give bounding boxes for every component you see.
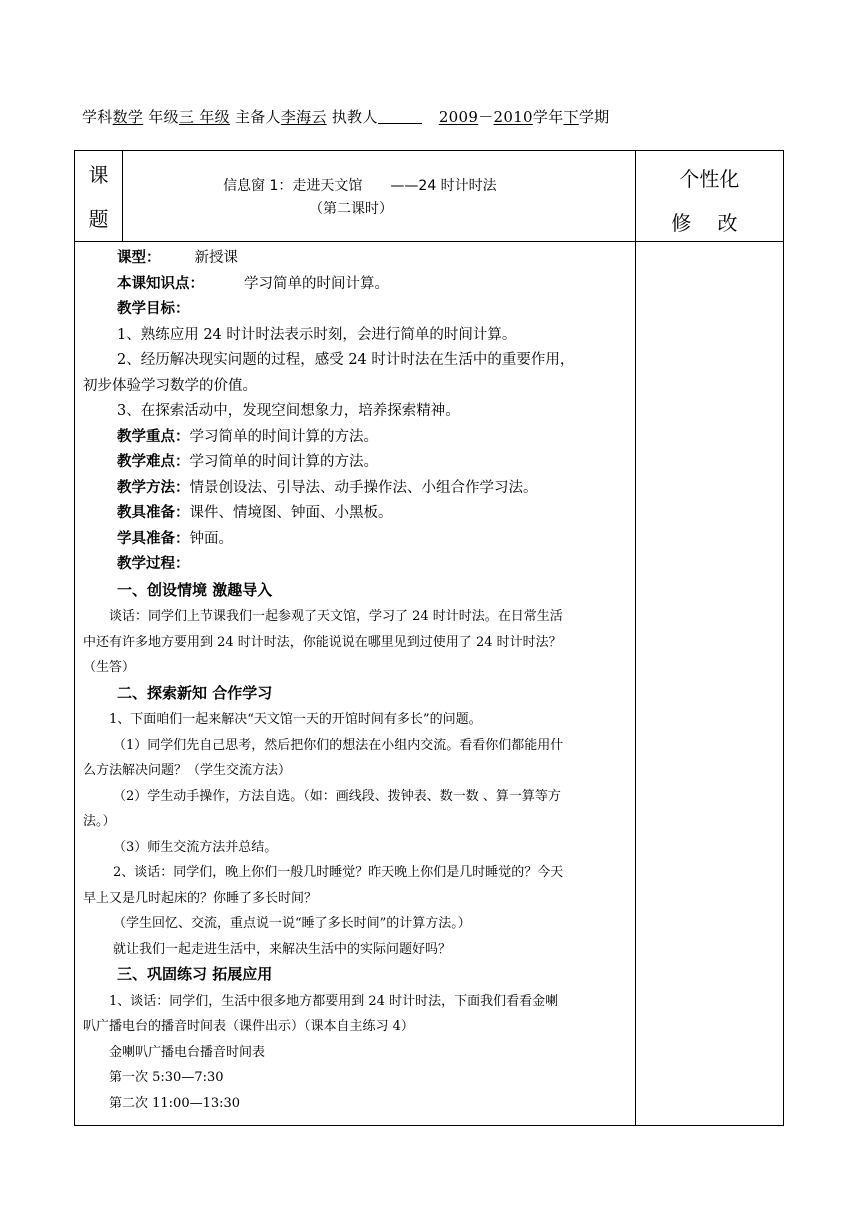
- section-2-line-5a: 2、谈话：同学们，晚上你们一般几时睡觉？昨天晚上你们是几时睡觉的？今天: [113, 865, 564, 880]
- revision-header-cell: [635, 151, 783, 242]
- lesson-plan-table: [74, 150, 784, 1126]
- term-label: 学期: [578, 108, 610, 126]
- teacher-blank: [378, 109, 422, 124]
- section-3-line-1a: 1、谈话：同学们，生活中很多地方都要用到 24 时计时法，下面我们看看金喇: [109, 993, 559, 1009]
- topic-label-char1: 课: [88, 163, 109, 187]
- goal-2b: 初步体验学习数学的价值。: [83, 377, 257, 394]
- year-label: 学年: [532, 108, 564, 126]
- revision-header-line1: 个性化: [679, 167, 740, 191]
- subject-label: 学科: [82, 108, 113, 126]
- revision-header-line2: 修 改: [671, 211, 748, 235]
- method-label: 教学方法：: [117, 479, 190, 496]
- goal-3: 3、在探索活动中，发现空间想象力，培养探索精神。: [117, 403, 460, 419]
- difficulty-value: 学习简单的时间计算的方法。: [189, 454, 378, 470]
- subject-value: 数学: [112, 108, 144, 126]
- section-2-line-1: 1、下面咱们一起来解决“天文馆一天的开馆时间有多长”的问题。: [109, 712, 482, 727]
- tools-label: 教具准备：: [117, 505, 190, 521]
- topic-subtitle: ——24 时计时法: [390, 178, 497, 194]
- grade-value: 三 年级: [178, 108, 230, 126]
- topic-period: （第二课时）: [309, 201, 394, 217]
- process-label: 教学过程：: [117, 556, 190, 572]
- section-2-line-3b: 法。）: [83, 814, 116, 829]
- type-value: 新授课: [194, 250, 238, 266]
- section-3-line-2: 金喇叭广播电台播音时间表: [109, 1044, 266, 1060]
- year-separator: －: [478, 108, 494, 126]
- key-point-label: 教学重点：: [117, 428, 190, 445]
- section-2-line-7: 就让我们一起走进生活中，来解决生活中的实际问题好吗？: [113, 941, 452, 957]
- section-1-para-1: 谈话：同学们上节课我们一起参观了天文馆，学习了 24 时计时法。在日常生活: [109, 609, 563, 624]
- section-2-line-2a: （1）同学们先自己思考，然后把你们的想法在小组内交流。看看你们都能用什: [113, 737, 564, 753]
- knowledge-label: 本课知识点：: [117, 275, 204, 292]
- student-tools-label: 学具准备：: [117, 530, 190, 547]
- term-value: 下: [563, 108, 579, 126]
- section-3-title: 三、巩固练习 拓展应用: [117, 965, 273, 983]
- section-1-title: 一、创设情境 激趣导入: [117, 580, 273, 599]
- knowledge-value: 学习简单的时间计算。: [244, 275, 389, 292]
- goals-label: 教学目标：: [117, 301, 190, 317]
- difficulty-label: 教学难点：: [117, 454, 190, 470]
- section-3-line-4: 第二次 11:00—13:30: [109, 1095, 241, 1111]
- lesson-content-cell: [75, 242, 636, 1126]
- student-tools-value: 钟面。: [189, 530, 233, 547]
- topic-title: 信息窗 1：走进天文馆: [223, 178, 363, 194]
- year-start: 2009: [438, 108, 479, 126]
- key-point-value: 学习简单的时间计算的方法。: [189, 428, 378, 445]
- preparer-label: 主备人: [234, 108, 281, 126]
- section-1-para-3: （生答）: [83, 660, 136, 675]
- section-2-line-2b: 么方法解决问题？（学生交流方法）: [83, 763, 292, 778]
- goal-2a: 2、经历解决现实问题的过程，感受 24 时计时法在生活中的重要作用，: [117, 352, 575, 368]
- teacher-label: 执教人: [331, 108, 378, 126]
- year-end: 2010: [493, 108, 533, 126]
- section-2-line-3a: （2）学生动手操作，方法自选。（如：画线段、拨钟表、数一数 、算一算等方: [113, 788, 561, 804]
- section-3-line-1b: 叭广播电台的播音时间表（课件出示）（课本自主练习 4）: [83, 1019, 414, 1034]
- type-label: 课型：: [117, 250, 161, 266]
- topic-label-char2: 题: [88, 207, 109, 231]
- topic-title-cell: [123, 151, 636, 242]
- section-2-line-6: （学生回忆、交流，重点说一说“睡了多长时间”的计算方法。）: [113, 916, 471, 931]
- lesson-header: [82, 106, 782, 127]
- section-2-line-5b: 早上又是几时起床的？你睡了多长时间？: [83, 890, 318, 906]
- section-2-title: 二、探索新知 合作学习: [117, 683, 273, 702]
- method-value: 情景创设法、引导法、动手操作法、小组合作学习法。: [189, 479, 538, 496]
- preparer-value: 李海云: [280, 108, 327, 126]
- section-1-para-2: 中还有许多地方要用到 24 时计时法，你能说说在哪里见到过使用了 24 时计时法？: [83, 634, 562, 650]
- revision-notes-cell: [635, 242, 783, 1126]
- grade-label: 年级: [148, 108, 179, 126]
- topic-label-cell: [75, 151, 123, 242]
- goal-1: 1、熟练应用 24 时计时法表示时刻，会进行简单的时间计算。: [117, 326, 517, 343]
- tools-value: 课件、情境图、钟面、小黑板。: [189, 505, 393, 521]
- section-2-line-4: （3）师生交流方法并总结。: [113, 839, 278, 855]
- section-3-line-3: 第一次 5:30—7:30: [109, 1070, 224, 1085]
